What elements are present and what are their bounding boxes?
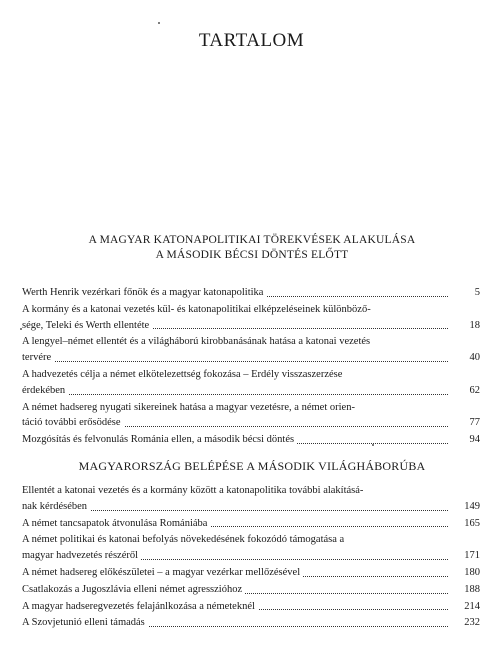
toc-entry-title (22, 367, 446, 396)
toc-page-number: 62 (450, 383, 480, 399)
toc-entry (22, 302, 480, 334)
toc-entry (22, 516, 480, 532)
toc-entry-line: A német politikai és katonai befolyás növekedésének fokozódó támogatása a (22, 534, 345, 546)
toc-entry-title (22, 483, 446, 512)
toc-entry-line: A német hadsereg nyugati sikereinek hatása a magyar vezetésre, a német orien- (22, 401, 355, 413)
toc-entry-title (22, 532, 446, 561)
toc-entry (22, 582, 480, 598)
print-speck (158, 22, 160, 24)
toc-entry-title (22, 617, 148, 628)
toc-entry (22, 532, 480, 564)
toc-page-number: 232 (450, 615, 480, 631)
toc-entry (22, 615, 480, 631)
toc-entry-title (22, 518, 210, 529)
toc-entry-title (22, 334, 446, 363)
section-heading-line: A MÁSODIK BÉCSI DÖNTÉS ELŐTT (155, 249, 349, 261)
toc-entry-line: Ellentét a katonai vezetés és a kormány között a katonapolitika további alakításá- (22, 485, 364, 496)
toc-entry (22, 483, 480, 515)
section-heading-1 (22, 233, 482, 263)
toc-entry-line: A kormány és a katonai vezetés kül- és katonapolitikai elképzeléseinek különböző- (22, 303, 371, 315)
toc-page-number: 77 (450, 415, 480, 431)
toc-list-section-2 (22, 483, 480, 632)
toc-entry-line: A német hadsereg előkészületei – a magyar vezérkar mellőzésével (22, 566, 301, 578)
toc-page-number: 214 (450, 599, 480, 615)
toc-page-number: 5 (450, 285, 480, 301)
section-heading-line: MAGYARORSZÁG BELÉPÉSE A MÁSODIK VILÁGHÁBORÚBA (78, 459, 426, 473)
toc-entry-line: Werth Henrik vezérkari főnök és a magyar katonapolitika (22, 287, 264, 298)
dot-leader (22, 394, 448, 395)
toc-page-number: 165 (450, 516, 480, 532)
toc-page-number: 149 (450, 499, 480, 515)
toc-page-number: 94 (450, 432, 480, 448)
toc-entry-title (22, 567, 303, 578)
toc-entry-line: A lengyel–német ellentét és a világháború kirobbanásának hatása a katonai vezetés (22, 336, 371, 348)
page-title: TARTALOM (198, 30, 305, 51)
toc-entry-line: nak kérdésében (22, 500, 88, 512)
toc-page-number: 18 (450, 318, 480, 334)
toc-entry (22, 334, 480, 366)
toc-entry-line: sége, Teleki és Werth ellentéte (22, 319, 150, 331)
toc-page-number: 171 (450, 548, 480, 564)
toc-entry-line: A német tancsapatok átvonulása Romániába (22, 517, 208, 529)
toc-entry-title (22, 601, 258, 612)
toc-entry-line: A Szovjetunió elleni támadás (22, 617, 145, 629)
toc-entry-title (22, 434, 297, 445)
toc-page-number: 180 (450, 565, 480, 581)
section-heading-2 (22, 459, 482, 474)
toc-entry-line: Csatlakozás a Jugoszlávia elleni német agresszióhoz (22, 583, 243, 595)
toc-entry-title (22, 287, 266, 298)
toc-entry-line: táció további erősödése (22, 417, 121, 429)
toc-entry-line: A magyar hadseregvezetés felajánlkozása a németeknél (22, 600, 255, 612)
toc-entry (22, 599, 480, 615)
section-heading-line: A MAGYAR KATONAPOLITIKAI TÖREKVÉSEK ALAKULÁSA (88, 234, 416, 246)
toc-page-number: 40 (450, 350, 480, 366)
toc-entry-line: Mozgósítás és felvonulás Románia ellen, a második bécsi döntés (22, 434, 295, 446)
toc-entry (22, 432, 480, 448)
toc-entry-title (22, 584, 245, 595)
toc-entry (22, 400, 480, 432)
toc-entry-line: érdekében (22, 384, 66, 396)
toc-entry (22, 565, 480, 581)
toc-entry-line: magyar hadvezetés részéről (22, 550, 139, 562)
toc-entry (22, 285, 480, 301)
dot-leader (22, 361, 448, 362)
toc-page-number: 188 (450, 582, 480, 598)
toc-list-section-1 (22, 285, 480, 449)
toc-entry-line: A hadvezetés célja a német elkötelezettség fokozása – Erdély visszaszerzése (22, 368, 343, 380)
toc-entry-line: tervére (22, 352, 52, 364)
toc-entry (22, 367, 480, 399)
toc-entry-title (22, 400, 446, 429)
toc-entry-title (22, 302, 446, 331)
